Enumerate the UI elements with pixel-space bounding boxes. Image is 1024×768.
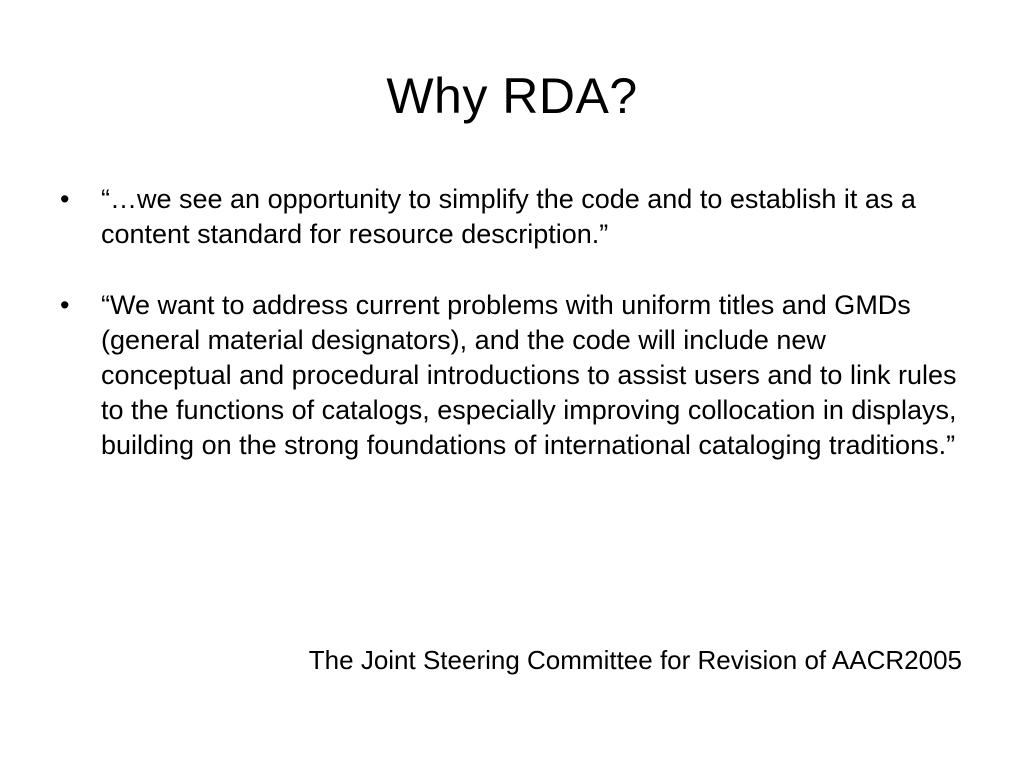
slide-title: Why RDA? xyxy=(386,68,638,124)
bullet-marker-icon: • xyxy=(60,290,70,320)
bullet-text: “…we see an opportunity to simplify the code and to establish it as a content standard for resource description.” xyxy=(101,184,916,249)
bullet-item xyxy=(60,288,960,463)
bullet-list xyxy=(60,182,960,463)
bullet-item xyxy=(60,182,960,252)
quote-attribution: The Joint Steering Committee for Revision of AACR2005 xyxy=(308,645,962,675)
bullet-marker-icon: • xyxy=(60,184,70,214)
bullet-text: “We want to address current problems with uniform titles and GMDs (general material designators), and the code will include new conceptual and procedural introductions to assist users and to link rules to the functions of catalogs, especially improving collocation in displays, building on the strong foundations of international cataloging traditions.” xyxy=(101,290,957,460)
